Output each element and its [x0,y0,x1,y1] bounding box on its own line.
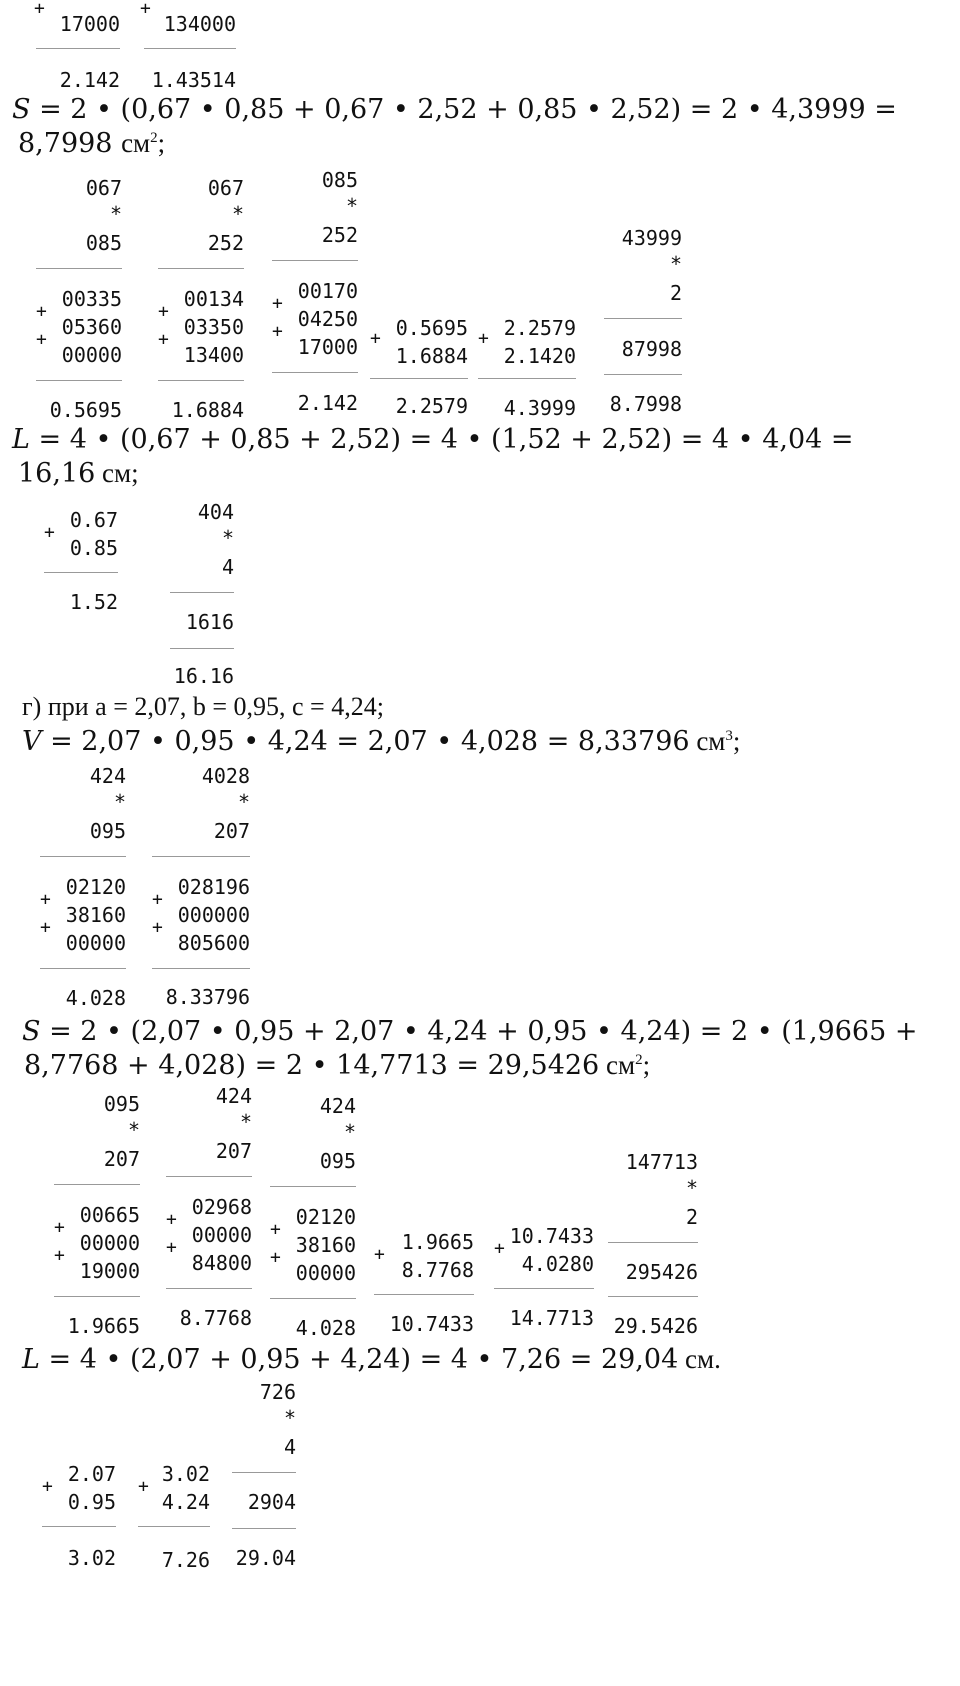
partial-product: 028196 [177,875,250,899]
multiplier: 207 [213,819,250,843]
top-addition-2 [140,0,236,92]
formula-surface-area-line2 [18,128,165,159]
expression: = 4 • (0,67 + 0,85 + 2,52) = 4 • (1,52 + 2,52) = 4 • 4,04 = [29,424,854,455]
plus-sign: + [272,321,283,342]
multiplicand: 147713 [625,1150,698,1174]
case-g-heading [22,692,384,722]
partial-product: 38160 [295,1233,356,1257]
multiplier: 207 [215,1139,252,1163]
product-line [158,268,244,269]
plus-sign: + [166,1237,177,1258]
unit: см; [95,458,139,488]
multiplicand: 085 [321,168,358,192]
multiplier: 4 [283,1435,296,1459]
addition-2.2579-2.1420 [478,316,576,420]
addend: 0.95 [67,1490,116,1514]
addend: 0.5695 [395,316,468,340]
variable-S: S [12,94,31,125]
plus-sign: + [44,522,55,543]
partial-product: 03350 [183,315,244,339]
product-line [166,1176,252,1177]
addition-2.07-0.95 [42,1462,116,1570]
partial-product: 02968 [191,1195,252,1219]
sum-line [158,380,244,381]
partial-product: 00000 [65,931,126,955]
top-addition-1 [36,0,120,92]
plus-sign: + [34,0,45,19]
sum-line [40,968,126,969]
variable-S: S [22,1016,41,1047]
addition-1.9665-8.7768 [374,1230,474,1334]
result: 1.6884 [171,398,244,422]
multiplicand: 424 [319,1094,356,1118]
terminator: ; [157,128,166,158]
partial-product: 00000 [191,1223,252,1247]
addend: 2.07 [67,1462,116,1486]
plus-sign: + [36,329,47,350]
product-line [54,1184,140,1185]
terminator: ; [732,726,741,756]
result-line [608,1296,698,1297]
result: 4.028 [65,986,126,1010]
unit: см [121,128,151,158]
partial-product: 38160 [65,903,126,927]
product-line [40,856,126,857]
product: 295426 [625,1260,698,1284]
plus-sign: + [270,1247,281,1268]
plus-sign: + [152,917,163,938]
multiplier: 095 [319,1149,356,1173]
multiplicand: 404 [197,500,234,524]
unit: см [689,726,726,756]
sum-line [272,372,358,373]
addend: 10.7433 [509,1224,594,1248]
plus-sign: + [54,1217,65,1238]
product-line [232,1472,296,1473]
plus-sign: + [42,1476,53,1497]
partial-product: 00170 [297,279,358,303]
result-line [604,374,682,375]
sum-line [44,572,118,573]
partial-product: 04250 [297,307,358,331]
result: 29.5426 [613,1314,698,1338]
addition-10.7433-4.0280 [494,1224,594,1328]
result-line [170,648,234,649]
plus-sign: + [270,1219,281,1240]
addition-0.5695-1.6884 [370,316,468,416]
product-line [604,318,682,319]
product-line [36,268,122,269]
multiplicand: 095 [103,1092,140,1116]
result: 8.33796 [165,985,250,1009]
plus-sign: + [40,889,51,910]
plus-sign: + [158,301,169,322]
unit-exponent: 2 [635,1052,643,1068]
multiplication-726x4 [232,1380,296,1580]
addend: 1.9665 [401,1230,474,1254]
result: 1.9665 [67,1314,140,1338]
partial-product: 19000 [79,1259,140,1283]
multiplicand: 4028 [201,764,250,788]
expression: 8,7768 + 4,028) = 2 • 14,7713 = 29,5426 [24,1050,600,1081]
result: 3.02 [67,1546,116,1570]
sum-line [166,1288,252,1289]
unit: см. [678,1344,721,1374]
multiplication-424x207 [166,1084,252,1328]
addition-3.02-4.24 [138,1462,210,1572]
addend: 4.24 [161,1490,210,1514]
partial-product: 00000 [79,1231,140,1255]
addend: 0.85 [69,536,118,560]
multiplication-404x4 [170,500,234,690]
formula-surface-area-g-line1 [22,1017,917,1047]
formula-volume [22,726,740,757]
product-line [272,260,358,261]
case-g-text: г) при а = 2,07, b = 0,95, с = 4,24; [22,692,384,721]
addend: 2.1420 [503,344,576,368]
unit: см [599,1050,636,1080]
addend: 4.0280 [521,1252,594,1276]
plus-sign: + [152,889,163,910]
multiplication-43999x2 [604,226,682,416]
multiplier: 085 [85,231,122,255]
sum-line [478,378,576,379]
value: 8,7998 [18,128,113,159]
partial-product: 00000 [295,1261,356,1285]
product: 1616 [185,610,234,634]
partial-product: 17000 [297,335,358,359]
sum-line [54,1296,140,1297]
variable-L: L [22,1344,40,1375]
partial-product: 00665 [79,1203,140,1227]
partial-product: 00134 [183,287,244,311]
partial-product: 00335 [61,287,122,311]
plus-sign: + [370,328,381,349]
multiply-sign: * [685,1176,698,1200]
partial-product: 13400 [183,343,244,367]
expression: = 4 • (2,07 + 0,95 + 4,24) = 4 • 7,26 = 29,04 [39,1344,679,1375]
expression: = 2 • (2,07 • 0,95 + 2,07 • 4,24 + 0,95 • 4,24) = 2 • (1,9665 + [40,1016,918,1047]
multiplier: 252 [321,223,358,247]
multiplicand: 067 [85,176,122,200]
product: 87998 [621,337,682,361]
plus-sign: + [494,1238,505,1259]
result: 0.5695 [49,398,122,422]
plus-sign: + [54,1245,65,1266]
multiplication-424x095-g [270,1094,356,1338]
sum-line [42,1526,116,1527]
plus-sign: + [36,301,47,322]
sum-line [138,1526,210,1527]
sum-line [370,378,468,379]
sum-line [152,968,250,969]
result: 1.43514 [151,68,236,92]
multiply-sign: * [345,194,358,218]
multiply-sign: * [109,202,122,226]
product-line [152,856,250,857]
multiplier: 4 [221,555,234,579]
addend: 0.67 [69,508,118,532]
partial-product: 000000 [177,903,250,927]
multiply-sign: * [283,1406,296,1430]
formula-edge-length-line2 [18,458,139,489]
multiplier: 252 [207,231,244,255]
multiplicand: 067 [207,176,244,200]
expression: = 2,07 • 0,95 • 4,24 = 2,07 • 4,028 = 8,33796 [41,726,690,757]
expression: = 2 • (0,67 • 0,85 + 0,67 • 2,52 + 0,85 • 2,52) = 2 • 4,3999 = [30,94,897,125]
sum-line [36,48,120,49]
formula-surface-area-g-line2 [24,1050,650,1081]
plus-sign: + [140,0,151,19]
multiplicand: 43999 [621,226,682,250]
partial-product: 05360 [61,315,122,339]
multiplication-095x207 [54,1092,140,1336]
multiplicand: 726 [259,1380,296,1404]
result: 8.7768 [179,1306,252,1330]
plus-sign: + [158,329,169,350]
multiplication-4028x207 [152,764,250,1008]
multiply-sign: * [127,1118,140,1142]
sum-line [36,380,122,381]
partial-product: 02120 [295,1205,356,1229]
unit-exponent: 3 [725,728,733,744]
multiply-sign: * [237,790,250,814]
result: 8.7998 [609,392,682,416]
plus-sign: + [138,1476,149,1497]
result: 1.52 [69,590,118,614]
multiplier: 095 [89,819,126,843]
result: 2.142 [297,391,358,415]
result-line [232,1528,296,1529]
partial-product: 02120 [65,875,126,899]
result: 14.7713 [509,1306,594,1330]
multiplier: 207 [103,1147,140,1171]
formula-surface-area-line1 [12,95,897,125]
operand: 17000 [59,12,120,36]
plus-sign: + [374,1244,385,1265]
multiply-sign: * [343,1120,356,1144]
terminator: ; [642,1050,651,1080]
result: 2.2579 [395,394,468,418]
multiply-sign: * [669,252,682,276]
partial-product: 805600 [177,931,250,955]
partial-product: 84800 [191,1251,252,1275]
plus-sign: + [40,917,51,938]
addend: 3.02 [161,1462,210,1486]
multiplicand: 424 [215,1084,252,1108]
multiplication-424x095 [40,764,126,1008]
result: 4.3999 [503,396,576,420]
sum-line [374,1294,474,1295]
variable-L: L [12,424,30,455]
sum-line [494,1288,594,1289]
sum-line [270,1298,356,1299]
addition-0.67-0.85 [44,508,118,614]
multiplier: 2 [669,281,682,305]
product-line [170,592,234,593]
multiplicand: 424 [89,764,126,788]
addend: 1.6884 [395,344,468,368]
product-line [270,1186,356,1187]
variable-V: V [22,726,42,757]
multiplier: 2 [685,1205,698,1229]
formula-edge-length-g [22,1344,721,1375]
multiply-sign: * [221,526,234,550]
multiplication-147713x2 [608,1150,698,1340]
result: 16.16 [173,664,234,688]
operand: 134000 [163,12,236,36]
result: 29.04 [235,1546,296,1570]
multiplication-067x085 [36,176,122,422]
sum-line [144,48,236,49]
multiply-sign: * [239,1110,252,1134]
addend: 2.2579 [503,316,576,340]
multiply-sign: * [231,202,244,226]
multiply-sign: * [113,790,126,814]
result: 10.7433 [389,1312,474,1336]
addend: 8.7768 [401,1258,474,1282]
product-line [608,1242,698,1243]
unit-exponent: 2 [150,130,158,146]
multiplication-085x252 [272,168,358,416]
value: 16,16 [18,458,96,489]
result: 2.142 [59,68,120,92]
product: 2904 [247,1490,296,1514]
formula-edge-length-line1 [12,425,854,455]
partial-product: 00000 [61,343,122,367]
multiplication-067x252 [158,176,244,422]
result: 4.028 [295,1316,356,1340]
plus-sign: + [272,293,283,314]
result: 7.26 [161,1548,210,1572]
plus-sign: + [166,1209,177,1230]
plus-sign: + [478,328,489,349]
